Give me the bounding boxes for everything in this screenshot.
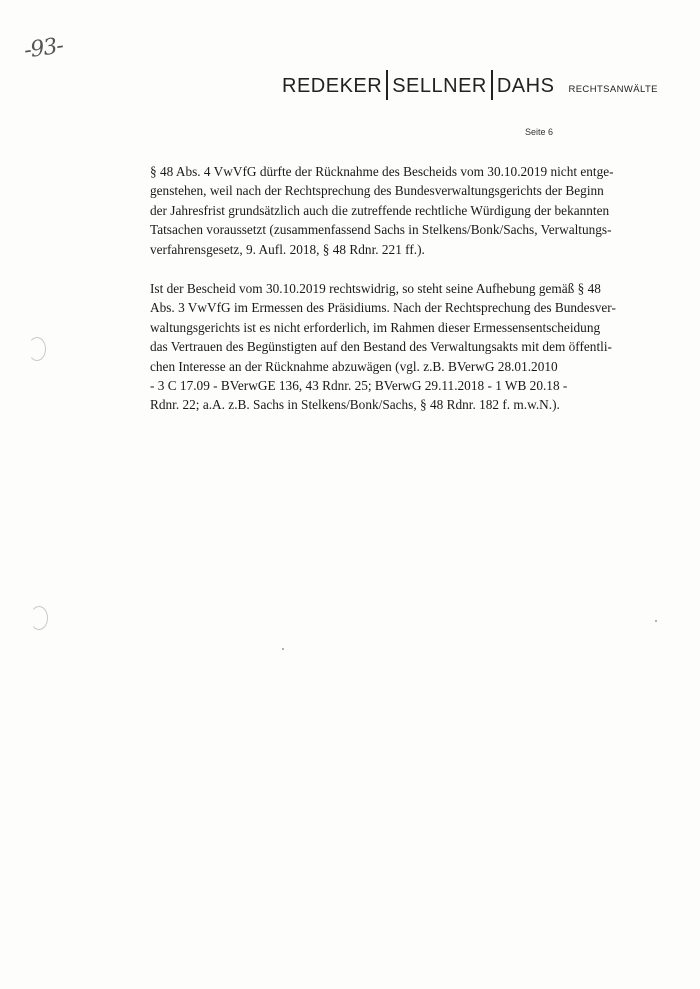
letterhead-separator — [386, 70, 388, 100]
text-line: Rdnr. 22; a.A. z.B. Sachs in Stelkens/Bonk/Sachs, § 48 Rdnr. 182 f. m.w.N.). — [150, 397, 560, 413]
letterhead-separator — [491, 70, 493, 100]
text-line: - 3 C 17.09 - BVerwGE 136, 43 Rdnr. 25; BVerwG 29.11.2018 - 1 WB 20.18 - — [150, 378, 568, 394]
text-line: das Vertrauen des Begünstigten auf den Bestand des Verwaltungsakts mit dem öffentli- — [150, 339, 612, 355]
body-text — [150, 162, 616, 435]
scan-speck — [655, 620, 657, 622]
firm-name-sellner: SELLNER — [392, 75, 487, 97]
paragraph — [150, 162, 614, 259]
text-line: waltungsgerichts ist es nicht erforderlich, im Rahmen dieser Ermessensentscheidung — [150, 319, 601, 335]
page-number: Seite 6 — [525, 127, 554, 137]
text-line: Abs. 3 VwVfG im Ermessen des Präsidiums. Nach der Rechtsprechung des Bundesver- — [150, 300, 616, 316]
text-line: der Jahresfrist grundsätzlich auch die zutreffende rechtliche Würdigung der bekannten — [150, 202, 610, 218]
scan-speck — [282, 648, 284, 650]
text-line: genstehen, weil nach der Rechtsprechung des Bundesverwaltungsgerichts der Beginn — [150, 183, 604, 199]
punch-hole-mark — [28, 337, 46, 361]
text-line: verfahrensgesetz, 9. Aufl. 2018, § 48 Rdnr. 221 ff.). — [150, 241, 425, 257]
text-line: Ist der Bescheid vom 30.10.2019 rechtswidrig, so steht seine Aufhebung gemäß § 48 — [150, 281, 601, 297]
letterhead — [282, 62, 682, 98]
text-line: Tatsachen voraussetzt (zusammenfassend Sachs in Stelkens/Bonk/Sachs, Verwaltungs- — [150, 222, 612, 238]
paragraph — [150, 279, 616, 415]
punch-hole-mark — [30, 606, 48, 630]
text-line: § 48 Abs. 4 VwVfG dürfte der Rücknahme des Bescheids vom 30.10.2019 nicht entge- — [150, 164, 614, 179]
firm-name-dahs: DAHS — [496, 75, 555, 97]
handwritten-page-mark: -93- — [22, 33, 65, 64]
firm-suffix: RECHTSANWÄLTE — [568, 84, 658, 95]
firm-name-redeker: REDEKER — [282, 75, 383, 97]
text-line: chen Interesse an der Rücknahme abzuwägen (vgl. z.B. BVerwG 28.01.2010 — [150, 358, 558, 374]
